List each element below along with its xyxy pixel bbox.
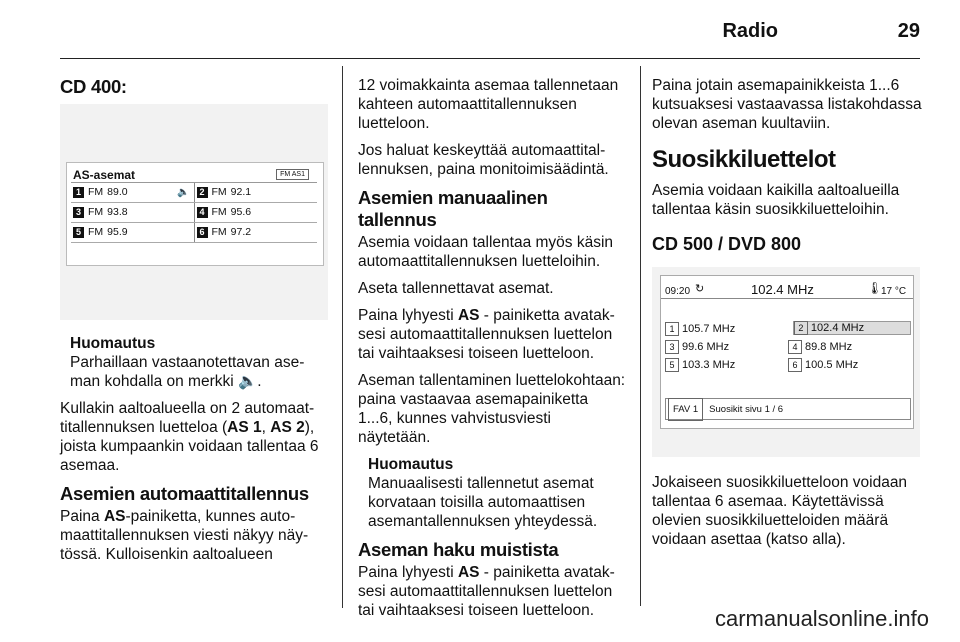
paragraph: Aseman tallentaminen luettelokohtaan: paina vastaavaa asemapainiketta 1...6, kunnes vahvistusviesti näytetään. [358, 372, 626, 446]
text: , [261, 419, 271, 436]
preset-number: 4 [788, 340, 802, 354]
current-frequency: 102.4 MHz [751, 282, 814, 297]
preset-number: 3 [73, 207, 84, 218]
preset-freq: 103.3 MHz [682, 358, 736, 371]
text-bold: AS [457, 307, 480, 324]
preset-number: 1 [73, 187, 84, 198]
fav-page-label: Suosikit sivu 1 / 6 [709, 403, 784, 415]
preset-freq: 93.8 [107, 206, 128, 218]
preset-number: 6 [788, 358, 802, 372]
preset-band: FM [88, 206, 104, 218]
note-text: Parhaillaan vastaanotettavan aseman kohdalla on merkki 🔈. [70, 354, 305, 390]
heading-recall: Aseman haku muistista [358, 539, 559, 560]
preset-freq: 105.7 MHz [682, 322, 736, 335]
as-screen-title: AS-asemat [73, 168, 136, 182]
fav-preset-2 [793, 321, 911, 335]
section-title: Radio [722, 20, 778, 42]
as-row [71, 203, 317, 223]
speaker-icon: 🔈 [177, 187, 190, 198]
preset-band: FM [211, 186, 227, 198]
left-column [60, 76, 328, 572]
fav-preset-1 [665, 320, 788, 338]
text: - painiketta avataksesi automaattitallennuksen luettelon tai vaihtaaksesi toiseen luetteloon. [358, 564, 615, 619]
note-title: Huomautus [70, 335, 156, 352]
preset-number: 5 [73, 227, 84, 238]
preset-number: 6 [197, 227, 208, 238]
fav-list-button: FAV 1 [668, 398, 703, 421]
as-station-screen [60, 104, 328, 320]
column-divider [640, 66, 641, 608]
preset-number: 5 [665, 358, 679, 372]
preset-freq: 99.6 MHz [682, 340, 730, 353]
text-bold: AS 1 [227, 419, 262, 436]
fav-preset-3 [665, 338, 788, 356]
refresh-icon: ↻ [695, 283, 705, 295]
as-preset-2 [194, 183, 318, 202]
preset-freq: 97.2 [230, 226, 252, 238]
paragraph: Aseta tallennettavat asemat. [358, 280, 554, 297]
fav-row [665, 338, 911, 356]
paragraph: Paina jotain asemapainikkeista 1...6 kutsuaksesi vastaavassa listakohdassa olevan aseman kuultaviin. [652, 77, 922, 132]
preset-freq: 89.8 MHz [805, 340, 853, 353]
note-box [368, 455, 626, 531]
preset-freq: 100.5 MHz [805, 358, 859, 371]
right-column [652, 76, 924, 557]
note-box [70, 334, 328, 391]
preset-freq: 102.4 MHz [810, 321, 865, 334]
preset-freq: 95.6 [230, 206, 252, 218]
text: Paina [60, 508, 104, 525]
text: Kullakin aaltoalueella on 2 automaattitallennuksen luetteloa ( [60, 400, 315, 436]
text-bold: AS 2 [270, 419, 305, 436]
text: Paina lyhyesti [358, 564, 458, 581]
favourites-screen [652, 267, 920, 457]
preset-band: FM [88, 226, 104, 238]
preset-freq: 89.0 [107, 186, 128, 198]
text: Paina lyhyesti [358, 307, 458, 324]
preset-band: FM [88, 186, 104, 198]
fav-bottom-bar [665, 398, 911, 420]
paragraph: 12 voimakkainta asemaa tallennetaan kahteen automaattitallennuksen luetteloon. [358, 77, 619, 132]
paragraph-as-lists [60, 399, 328, 475]
as-preset-3 [71, 203, 194, 222]
fav-row [665, 356, 911, 374]
fav-status-bar [661, 276, 913, 299]
as-preset-grid [71, 182, 317, 243]
paragraph [358, 563, 626, 620]
paragraph [358, 306, 626, 363]
clock: 09:20 [665, 286, 691, 297]
text: - painiketta avataksesi automaattitallennuksen luettelon tai vaihtaaksesi toiseen luetteloon. [358, 307, 615, 362]
preset-number: 4 [197, 207, 208, 218]
fav-preset-5 [665, 356, 788, 374]
as-row [71, 183, 317, 203]
temperature: 17 °C [881, 286, 907, 297]
paragraph-auto-store [60, 507, 328, 564]
column-divider [342, 66, 343, 608]
paragraph: Asemia voidaan kaikilla aaltoalueilla tallentaa käsin suosikkiluetteloihin. [652, 182, 900, 218]
heading-auto-store: Asemien automaattitallennus [60, 483, 309, 504]
text-bold: AS [103, 508, 126, 525]
page-number: 29 [897, 20, 920, 42]
fav-preset-4 [788, 338, 911, 356]
as-preset-6 [194, 223, 318, 242]
paragraph: Jos haluat keskeyttää automaattitallennuksen, paina monitoimisäädintä. [358, 142, 609, 178]
as-preset-5 [71, 223, 194, 242]
cd400-heading: CD 400: [60, 76, 127, 97]
as-badge: FM AS1 [276, 169, 309, 180]
heading-favourites: Suosikkiluettelot [652, 146, 836, 173]
fav-preset-6 [788, 356, 911, 374]
preset-freq: 92.1 [230, 186, 252, 198]
thermometer-icon: 🌡 [867, 281, 883, 295]
as-row [71, 223, 317, 243]
middle-column [358, 76, 626, 628]
preset-band: FM [211, 226, 227, 238]
paragraph: Asemia voidaan tallentaa myös käsin automaattitallennuksen luetteloihin. [358, 234, 614, 270]
page-header [60, 0, 920, 59]
preset-number: 1 [665, 322, 679, 336]
heading-cd500: CD 500 / DVD 800 [652, 234, 802, 254]
as-preset-1 [71, 183, 194, 202]
preset-number: 2 [794, 321, 808, 335]
preset-number: 3 [665, 340, 679, 354]
text: -painiketta, kunnes automaattitallennuksen viesti näkyy näytössä. Kulloisenkin aaltoalueen [60, 508, 309, 563]
preset-band: FM [211, 206, 227, 218]
as-preset-4 [194, 203, 318, 222]
note-title: Huomautus [368, 456, 454, 473]
fav-panel [660, 275, 914, 429]
note-text: Manuaalisesti tallennetut asemat korvataan toisilla automaattisen asemantallennuksen yhteydessä. [368, 475, 598, 530]
fav-row [665, 320, 911, 338]
paragraph: Jokaiseen suosikkiluetteloon voidaan tallentaa 6 asemaa. Käytettävissä olevien suosikkiluetteloiden määrä voidaan asettaa (katso alla). [652, 474, 908, 548]
preset-freq: 95.9 [107, 226, 128, 238]
text-bold: AS [457, 564, 480, 581]
text: ), joista kumpaankin voidaan tallentaa 6 asemaa. [60, 419, 319, 474]
heading-manual-store: Asemien manuaalinen tallennus [358, 187, 548, 230]
as-panel [66, 162, 324, 266]
preset-number: 2 [197, 187, 208, 198]
watermark: carmanualsonline.info [607, 606, 929, 636]
fav-preset-list [665, 320, 911, 374]
